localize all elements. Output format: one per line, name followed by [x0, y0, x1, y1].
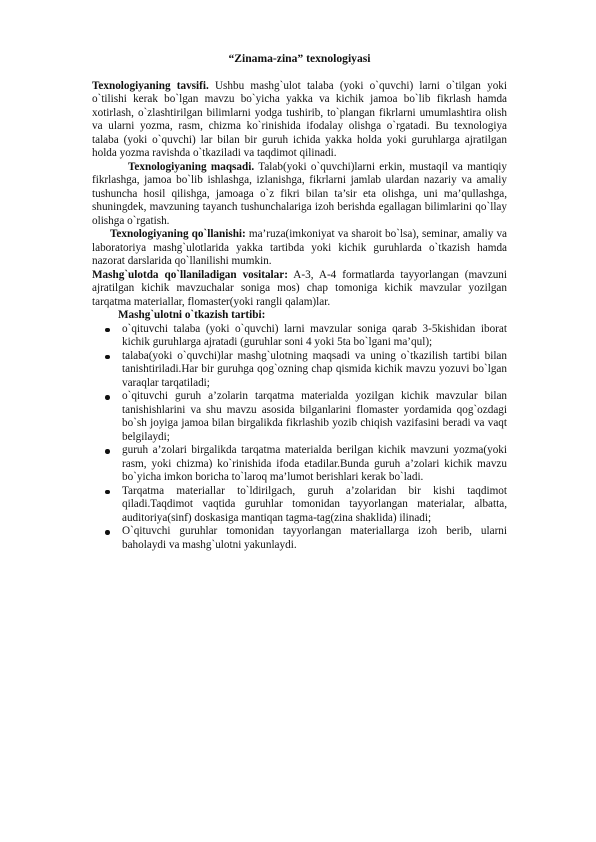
bullet-icon — [105, 449, 110, 454]
list-item-text: o`qituvchi guruh a’zolarin tarqatma materialda yozilgan kichik mavzular bilan tanishishlarini va shu mavzu asosida bilganlarini flomaster yordamida qog`ozdagi bo`sh joyiga jamoa bilan birgalikda fikrlashib yozib chiqish vazifasini beradi va vaqt belgilaydi; — [122, 390, 507, 443]
list-item-text: talaba(yoki o`quvchi)lar mashg`ulotning maqsadi va uning o`tkazilish tartibi bilan tanishtiriladi.Har bir guruhga qog`ozning chap qismida kichik mavzu yozuvi bo`lgan varaqlar tarqatiladi; — [122, 349, 507, 389]
list-item — [92, 444, 507, 485]
tools-label: Mashg`ulotda qo`llaniladigan vositalar: — [92, 268, 288, 281]
paragraph-application — [92, 228, 507, 269]
list-item-text: Tarqatma materiallar to`ldirilgach, guruh a’zolaridan bir kishi taqdimot qiladi.Taqdimot vaqtida guruhlar tomonidan tayyorlangan materialar, albatta, auditoriya(sinf) doskasiga mantiqan tagma-tag(zina shaklida) ilinadi; — [122, 484, 507, 524]
paragraph-tools — [92, 269, 507, 310]
list-item — [92, 323, 507, 350]
list-item — [92, 485, 507, 526]
list-item — [92, 390, 507, 444]
application-text: ma’ruza(imkoniyat va sharoit bo`lsa), seminar, amaliy va laboratoriya mashg`ulotlarida yakka tartibda yoki kichik guruhlarda o`tkazish hamda nazorat darslarida qo`llanilishi mumkin. — [92, 228, 507, 267]
bullet-icon — [105, 530, 110, 535]
description-label: Texnologiyaning tavsifi. — [92, 79, 209, 92]
application-label: Texnologiyaning qo`llanishi: — [110, 228, 246, 240]
bullet-icon — [105, 355, 110, 360]
goal-text: Talab(yoki o`quvchi)larni erkin, mustaqil va mantiqiy fikrlashga, jamoa bo`lib ishlashga, izlanishga, fikrlarni jamlab ulardan nazariy va amaliy tushuncha hosil qilishga, jamoaga o`z fikri bilan ta’sir eta olishga, uni ma’qullashga, shuningdek, mavzuning tayanch tushunchalariga izoh berishda egallagan bilimlarini qo`llay olishga o`rgatish. — [92, 160, 507, 227]
bullet-icon — [105, 328, 110, 333]
description-text: Ushbu mashg`ulot talaba (yoki o`quvchi) larni o`tilgan yoki o`tilishi kerak bo`lgan mavzu bo`yicha yakka va kichik jamoa bo`lib fikrlash hamda xotirlash, o`zlashtirilgan bilimlarni yodga tushirib, to`plangan fikrlarni umumlashtira olish va ularni yozma, rasm, chizma ko`rinishida ifodalay olishga o`rgatadi. Bu texnologiya talaba (yoki o`quvchi) lar bilan bir guruh ichida yakka holda yoki guruhlarga ajratilgan holda yozma ravishda o`tkaziladi va taqdimot qilinadi. — [92, 79, 507, 159]
document-title: “Zinama-zina” texnologiyasi — [228, 52, 371, 65]
tools-text: A-3, A-4 formatlarda tayyorlangan (mavzuni ajratilgan kichik mavzuchalar soniga mos) chap tomoniga kichik mavzular yozilgan tarqatma materiallar, flomaster(yoki rangli qalam)lar. — [92, 268, 508, 308]
document-page — [92, 52, 507, 552]
paragraph-goal — [92, 161, 507, 229]
procedure-list — [92, 323, 507, 553]
list-item — [92, 525, 507, 552]
list-item-text: O`qituvchi guruhlar tomonidan tayyorlangan materiallarga izoh berib, ularni baholaydi va mashg`ulotni yakunlaydi. — [122, 525, 507, 551]
bullet-icon — [105, 395, 110, 400]
bullet-icon — [105, 490, 110, 495]
goal-label: Texnologiyaning maqsadi. — [128, 160, 255, 173]
list-item — [92, 350, 507, 391]
list-item-text: o`qituvchi talaba (yoki o`quvchi) larni mavzular soniga qarab 3-5kishidan iborat kichik guruhlarga ajratadi (guruhlar soni 4 yoki 5ta bo`lgani ma’qul); — [122, 322, 507, 348]
list-item-text: guruh a’zolari birgalikda tarqatma materialda berilgan kichik mavzuni yozma(yoki rasm, yoki chizma) ko`rinishida ifoda etadilar.Bunda guruh a’zolari kichik mavzu bo`yicha imkon boricha to`laroq ma’lumot berishlari kerak bo`ladi. — [122, 444, 507, 483]
paragraph-description — [92, 80, 507, 161]
procedure-heading: Mashg`ulotni o`tkazish tartibi: — [118, 309, 266, 321]
